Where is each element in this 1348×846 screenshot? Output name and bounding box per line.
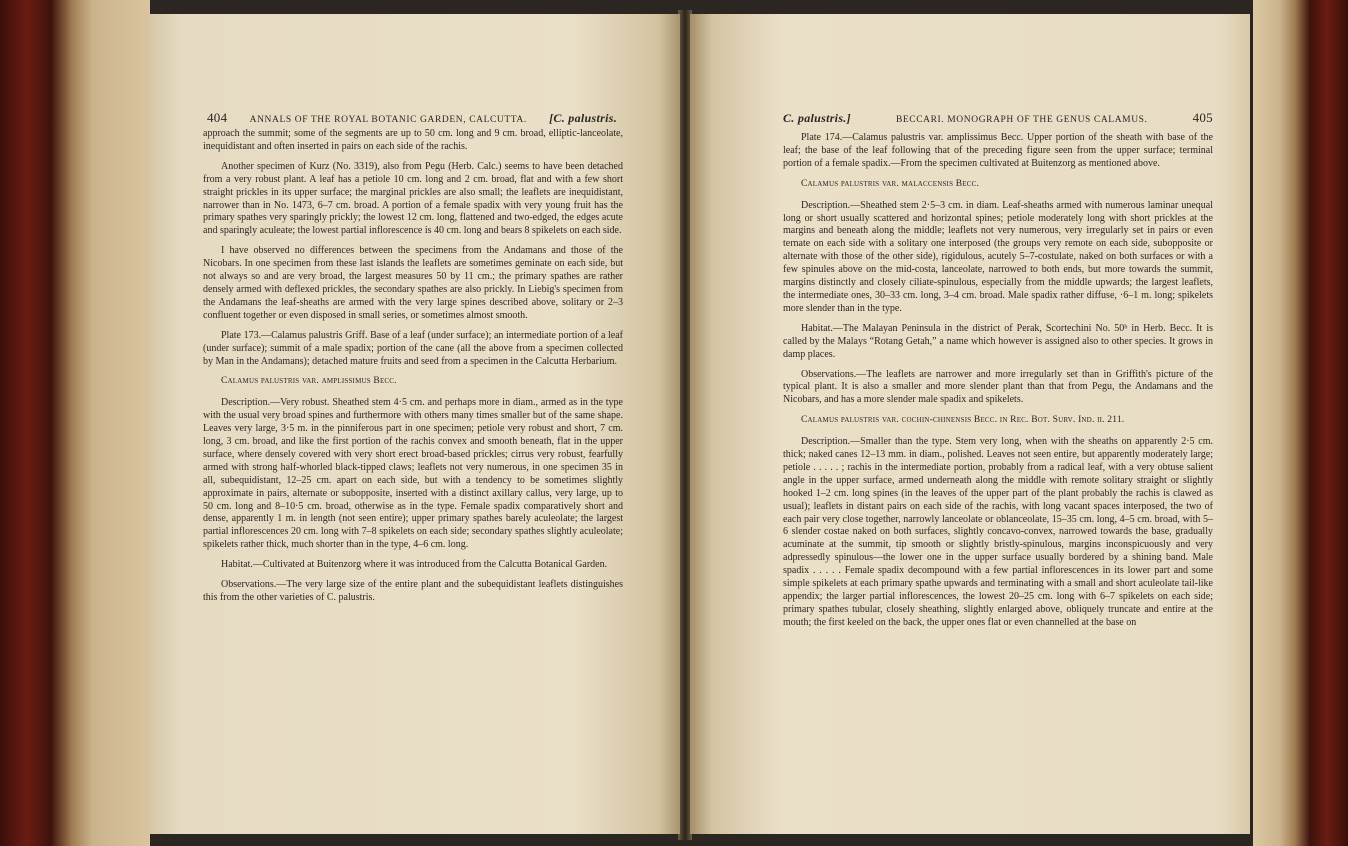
left-habitat: Habitat.—Cultivated at Buitenzorg where it was introduced from the Calcutta Botanical Garden. xyxy=(221,559,608,571)
left-running-title: ANNALS OF THE ROYAL BOTANIC GARDEN, CALCUTTA. xyxy=(249,115,527,125)
right-observations: Observations.—The leaflets are narrower and more irregularly set than in Griffith's picture of the typical plant. It is also a smaller and more slender plant than that from Pegu, the Andamans and the Nicobars, and has a more slender male spadix and spikelets. xyxy=(783,368,1213,406)
right-description: Description.—Smaller than the type. Stem very long, when with the sheaths on apparently 2·5 cm. thick; naked canes 12–13 mm. in diam., polished. Leaves not seen entire, but apparently moderately large; petiole . . . . . ; rachis in the intermediate portion, probably from a radical leaf, with a very obtuse salient angle in the upper surface, armed underneath along the middle with remote solitary straight or slightly hooked 1–2 cm. long spines (in the leaves of the upper part of the plant probably the rachis is clawed as usual); leaflets in distant pairs on each side of the rachis, with long vacant spaces interposed, the two of each pair very close together, narrowly lanceolate or oblanceolate, 15–35 cm. long, 4–5 cm. broad, with 5–6 slender costae naked on both surfaces, slightly concavo-convex, narrowed towards the base, gradually acuminate at the summit, tip smooth or slightly bristly-spinulous, margins inconspicuously and very adpressedly spinulous—the lower one in the upper surface usually bordered by a shining band. Male spadix . . . . . Female spadix decompound with a few partial inflorescences in its lower part and some simple spikelets at each primary spathe upwards and terminating with a small and short aculeolate tail-like appendix; the larger partial inflorescences, the lowest 20–25 cm. long with 6–7 spikelets on each side; primary spathes tubular, closely sheathing, slightly enlarged above, obliquely truncate and entire at the mouth; the first keeled on the back, the upper ones flat or even channelled at the base on xyxy=(783,436,1213,628)
left-description: Description.—Very robust. Sheathed stem 4·5 cm. and perhaps more in diam., armed as in the type with the usual very broad spines and furthermore with others many times smaller but of the same shape. Leaves very large, 3·5 m. in the pinniferous part in one specimen; petiole very robust and short, 7 cm. long, 3 cm. broad, and like the first portion of the rachis convex and smooth beneath, flat in the upper surface, where densely covered with very short erect broad-based prickles; cirrus very robust, fearfully armed with strong half-whorled black-tipped claws; leaflets not very numerous, in one specimen 35 in all, subequidistant, 12–25 cm. apart on each side, but with a tendency to be sometimes slightly approximate in pairs, alternate or subopposite, inserted with a distinct axillary callus, very large, up to 50 cm. long and 8–10·5 cm. broad, otherwise as in the type. Female spadix comparatively short and dense, apparently 1 m. in length (not seen entire); upper primary spathes barely aculeolate; the largest partial inflorescences 20 cm. long with 7–8 spikelets on each side; secondary spathes slightly aculeolate; spikelets rather thick, much shorter than in the type, 4–6 cm. long. xyxy=(203,397,623,551)
book-edge-right xyxy=(1253,0,1348,846)
right-subheading: Calamus palustris var. cochin-chinensis Becc. in Rec. Bot. Surv. Ind. ii. 211. xyxy=(801,415,1125,426)
left-subheading: Calamus palustris var. amplissimus Becc. xyxy=(221,376,397,387)
right-page xyxy=(690,14,1250,834)
left-page xyxy=(150,14,680,834)
right-habitat: Habitat.—The Malayan Peninsula in the district of Perak, Scortechini No. 50ᵇ in Herb. Becc. It is called by the Malays “Rotang Getah,” a name which however is assigned also to other species. It grows in damp places. xyxy=(783,322,1213,360)
book-edge-left xyxy=(0,0,150,846)
left-body-text xyxy=(203,128,623,612)
right-subheading: Calamus palustris var. malaccensis Becc. xyxy=(801,178,980,189)
right-running-title: BECCARI. MONOGRAPH OF THE GENUS CALAMUS. xyxy=(895,115,1148,125)
left-page-number: 404 xyxy=(207,110,228,125)
left-observations: Observations.—The very large size of the entire plant and the subequidistant leaflets distinguishes this from the other varieties of C. palustris. xyxy=(203,579,623,603)
right-description: Description.—Sheathed stem 2·5–3 cm. in diam. Leaf-sheaths armed with numerous laminar unequal long or short usually scattered and horizontal spines; petiole moderately long with short prickles at the margins and beneath along the middle; leaflets not very numerous, very irregularly set in pairs or even ternate on each side with a solitary one interposed (the groups very remote on each side, subopposite or alternate with those of the other side), rigidulous, acutely 5–7-costulate, naked on both surfaces or with a few spinules above on the mid-costa, lanceolate, narrowed to both ends, but more towards the summit, margins distinctly and closely ciliate-spinulous, especially from the middle upwards; the largest leaflets, the intermediate ones, 30–33 cm. long, 3–4 cm. broad. Male spadix rather diffuse, ·6–1 m. long; spikelets more slender than in the type. xyxy=(783,199,1213,314)
left-plate-caption: Plate 173.—Calamus palustris Griff. Base of a leaf (under surface); an intermediate portion of a leaf (under surface); summit of a male spadix; portion of the cane (all the above from a specimen collected by Man in the Andamans); detached mature fruits and seed from a specimen in the Calcutta Herbarium. xyxy=(203,329,623,367)
right-running-header xyxy=(783,110,1213,126)
left-paragraph: I have observed no differences between the specimens from the Andamans and those of the Nicobars. In one specimen from these last islands the leaflets are sometimes geminate on each side, but not always so and are very broad, the largest measures 50 by 11 cm.; the primary spathes are rather densely armed with deflexed prickles, the secondary spathes are also prickly. In Liebig's specimen from the Andamans the leaf-sheaths are armed with the very large spines described above, solitary or 2–3 confluent together or even disposed in small series, or sometimes almost smooth. xyxy=(203,245,623,321)
left-paragraph: Another specimen of Kurz (No. 3319), also from Pegu (Herb. Calc.) seems to have been detached from a very robust plant. A leaf has a petiole 10 cm. long and 2 cm. broad, flat and with a few short straight prickles in its upper surface; the marginal prickles are also small; the leaflets are inequidistant, narrower than in No. 1473, 6–7 cm. broad. A portion of a female spadix with very young fruit has the primary spathes very sparingly prickly; the lowest 12 cm. long, flattened and two-edged, the edges acute and sparingly aculeate; the lowest partial inflorescence is 40 cm. long and bears 8 spikelets on each side. xyxy=(203,160,623,237)
left-section-tag: [C. palustris. xyxy=(549,111,617,125)
left-paragraph: approach the summit; some of the segments are up to 50 cm. long and 9 cm. broad, elliptic-lanceolate, inequidistant and often inserted in pairs on each side of the rachis. xyxy=(203,128,623,152)
left-running-header xyxy=(207,110,617,126)
right-plate-caption: Plate 174.—Calamus palustris var. amplissimus Becc. Upper portion of the sheath with base of the leaf; the base of the leaf following that of the preceding figure seen from the upper surface; terminal portion of a female spadix.—From the specimen cultivated at Buitenzorg as mentioned above. xyxy=(783,132,1213,169)
right-body-text xyxy=(783,132,1213,637)
right-section-tag: C. palustris.] xyxy=(783,111,851,125)
right-page-number: 405 xyxy=(1192,110,1213,125)
